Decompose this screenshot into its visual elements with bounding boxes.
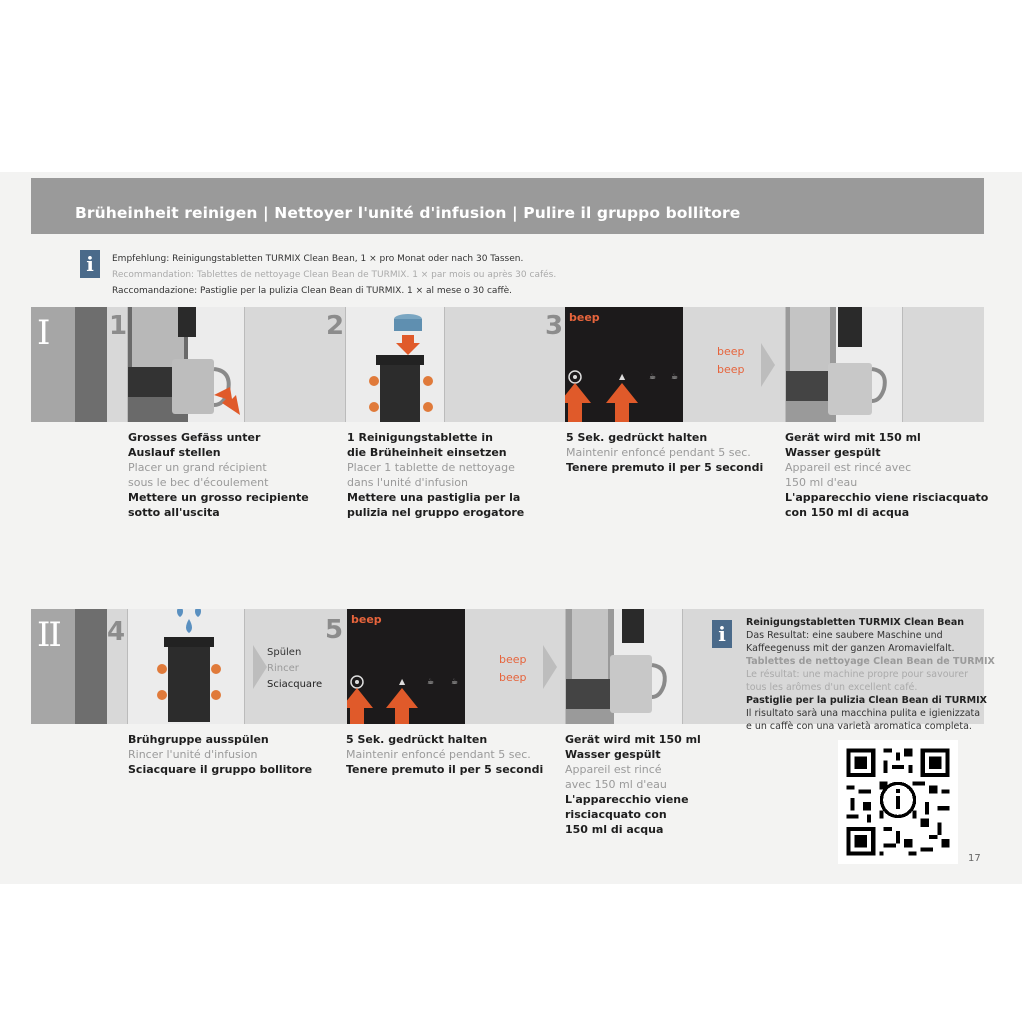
step-3-it: Tenere premuto il per 5 secondi — [566, 461, 764, 474]
step-3-de: 5 Sek. gedrückt halten — [566, 431, 708, 444]
svg-text:☕: ☕ — [427, 677, 435, 686]
step-2-fr-1: Placer 1 tablette de nettoyage — [347, 461, 515, 474]
svg-text:☕: ☕ — [671, 372, 679, 381]
recommendation-it: Raccomandazione: Pastiglie per la pulizia Clean Bean di TURMIX. 1 × al mese o 30 caffè. — [112, 286, 513, 296]
step-4-de: Brühgruppe ausspülen — [128, 733, 269, 746]
section-1-marker-shadow — [75, 307, 107, 422]
step-rinse-2-photo — [565, 609, 683, 724]
rinse2-it-1: L'apparecchio viene — [565, 793, 689, 806]
control-panel-illustration — [565, 307, 683, 422]
rinse-de: Spülen — [267, 647, 302, 658]
step-rinse-photo — [785, 307, 903, 422]
step-2-number: 2 — [326, 311, 345, 341]
beep-sequence — [717, 343, 745, 379]
step-1-caption — [128, 430, 309, 520]
beep-2: beep — [717, 363, 745, 376]
step-2-de-1: 1 Reinigungstablette in — [347, 431, 493, 444]
recommendation — [112, 251, 556, 299]
step-4-fr: Rincer l'unité d'infusion — [128, 748, 258, 761]
arrow-chevron-icon — [761, 343, 775, 387]
section-1-roman: I — [37, 313, 49, 353]
info-icon: i — [712, 620, 732, 648]
rinse-de-2: Wasser gespült — [785, 446, 881, 459]
rinse-fr-2: 150 ml d'eau — [785, 476, 858, 489]
section-2-marker-shadow — [75, 609, 107, 724]
rinse2-de-2: Wasser gespült — [565, 748, 661, 761]
svg-text:▲: ▲ — [399, 677, 406, 686]
info-fr-body-2: tous les arômes d'un excellent café. — [746, 682, 918, 693]
step-5-number: 5 — [325, 615, 344, 645]
info-it-body-1: Il risultato sarà una macchina pulita e igienizzata — [746, 708, 981, 719]
step-5-it: Tenere premuto il per 5 secondi — [346, 763, 544, 776]
step-2-caption — [347, 430, 524, 520]
info-fr-body-1: Le résultat: une machine propre pour savourer — [746, 669, 968, 680]
control-panel-illustration — [347, 609, 465, 724]
rinse-label — [267, 645, 322, 693]
section-2-marker — [31, 609, 75, 724]
step-3-panel — [565, 307, 683, 422]
step-1-photo — [127, 307, 245, 422]
page-title: Brüheinheit reinigen | Nettoyer l'unité d'infusion | Pulire il gruppo bollitore — [75, 204, 741, 222]
rinse-it-1: L'apparecchio viene risciacquato — [785, 491, 989, 504]
step-2-photo — [345, 307, 445, 422]
rinse-it: Sciacquare — [267, 679, 323, 690]
brewer-rinse-illustration — [128, 609, 244, 724]
qr-code-icon — [838, 740, 958, 864]
rinse2-it-2: risciacquato con — [565, 808, 667, 821]
step-2-it-1: Mettere una pastiglia per la — [347, 491, 521, 504]
step-1-fr-1: Placer un grand récipient — [128, 461, 267, 474]
section-1-band — [31, 307, 984, 422]
info-de-body-1: Das Resultat: eine saubere Maschine und — [746, 630, 943, 641]
beep-label: beep — [569, 311, 600, 324]
rinse2-fr-2: avec 150 ml d'eau — [565, 778, 667, 791]
beep-1: beep — [717, 345, 745, 358]
rinse2-it-3: 150 ml di acqua — [565, 823, 664, 836]
step-5-fr: Maintenir enfoncé pendant 5 sec. — [346, 748, 531, 761]
beep-label: beep — [351, 613, 382, 626]
recommendation-de: Empfehlung: Reinigungstabletten TURMIX Clean Bean, 1 × pro Monat oder nach 30 Tassen. — [112, 254, 524, 264]
step-5-de: 5 Sek. gedrückt halten — [346, 733, 488, 746]
step-2-it-2: pulizia nel gruppo erogatore — [347, 506, 525, 519]
rinse-fr: Rincer — [267, 663, 299, 674]
rinse2-fr-1: Appareil est rincé — [565, 763, 662, 776]
recommendation-fr: Recommandation: Tablettes de nettoyage Clean Bean de TURMIX. 1 × par mois ou après 30 cafés. — [112, 270, 557, 280]
step-4-it: Sciacquare il gruppo bollitore — [128, 763, 313, 776]
clean-bean-info — [746, 616, 995, 733]
qr-code[interactable] — [838, 740, 958, 864]
beep-1: beep — [499, 653, 527, 666]
info-it-title: Pastiglie per la pulizia Clean Bean di TURMIX — [746, 695, 987, 706]
step-rinse-2-caption — [565, 732, 701, 837]
step-1-de-2: Auslauf stellen — [128, 446, 221, 459]
machine-with-cup-illustration — [128, 307, 244, 422]
rinse-fr-1: Appareil est rincé avec — [785, 461, 912, 474]
header-band — [31, 178, 984, 234]
arrow-chevron-icon — [253, 645, 267, 689]
step-1-it-1: Mettere un grosso recipiente — [128, 491, 309, 504]
step-3-fr: Maintenir enfoncé pendant 5 sec. — [566, 446, 751, 459]
step-5-panel — [347, 609, 465, 724]
step-1-fr-2: sous le bec d'écoulement — [128, 476, 269, 489]
step-4-photo — [127, 609, 245, 724]
tablet-into-brewer-illustration — [346, 307, 444, 422]
step-1-it-2: sotto all'uscita — [128, 506, 220, 519]
svg-text:▲: ▲ — [619, 372, 626, 381]
step-2-de-2: die Brüheinheit einsetzen — [347, 446, 507, 459]
rinse2-de-1: Gerät wird mit 150 ml — [565, 733, 701, 746]
section-2-roman: II — [37, 615, 60, 655]
step-2-fr-2: dans l'unité d'infusion — [347, 476, 468, 489]
beep-2: beep — [499, 671, 527, 684]
svg-text:☕: ☕ — [649, 372, 657, 381]
step-4-number: 4 — [107, 617, 126, 647]
section-1-marker — [31, 307, 75, 422]
rinse-de-1: Gerät wird mit 150 ml — [785, 431, 921, 444]
rinse-it-2: con 150 ml di acqua — [785, 506, 910, 519]
svg-text:☕: ☕ — [451, 677, 459, 686]
step-rinse-caption — [785, 430, 988, 520]
info-it-body-2: e un caffè con una varietà aromatica completa. — [746, 721, 972, 732]
arrow-chevron-icon — [543, 645, 557, 689]
rinsed-machine-illustration — [786, 307, 902, 422]
step-1-number: 1 — [109, 311, 128, 341]
info-de-title: Reinigungstabletten TURMIX Clean Bean — [746, 617, 965, 628]
beep-sequence — [499, 651, 527, 687]
info-de-body-2: Kaffeegenuss mit der ganzen Aromavielfalt. — [746, 643, 955, 654]
info-fr-title: Tablettes de nettoyage Clean Bean de TURMIX — [746, 656, 995, 667]
step-3-number: 3 — [545, 311, 564, 341]
rinsed-machine-illustration — [566, 609, 682, 724]
step-3-caption — [566, 430, 763, 475]
page-number: 17 — [968, 853, 981, 864]
step-1-de-1: Grosses Gefäss unter — [128, 431, 261, 444]
info-icon: i — [80, 250, 100, 278]
step-4-caption — [128, 732, 312, 777]
step-5-caption — [346, 732, 543, 777]
